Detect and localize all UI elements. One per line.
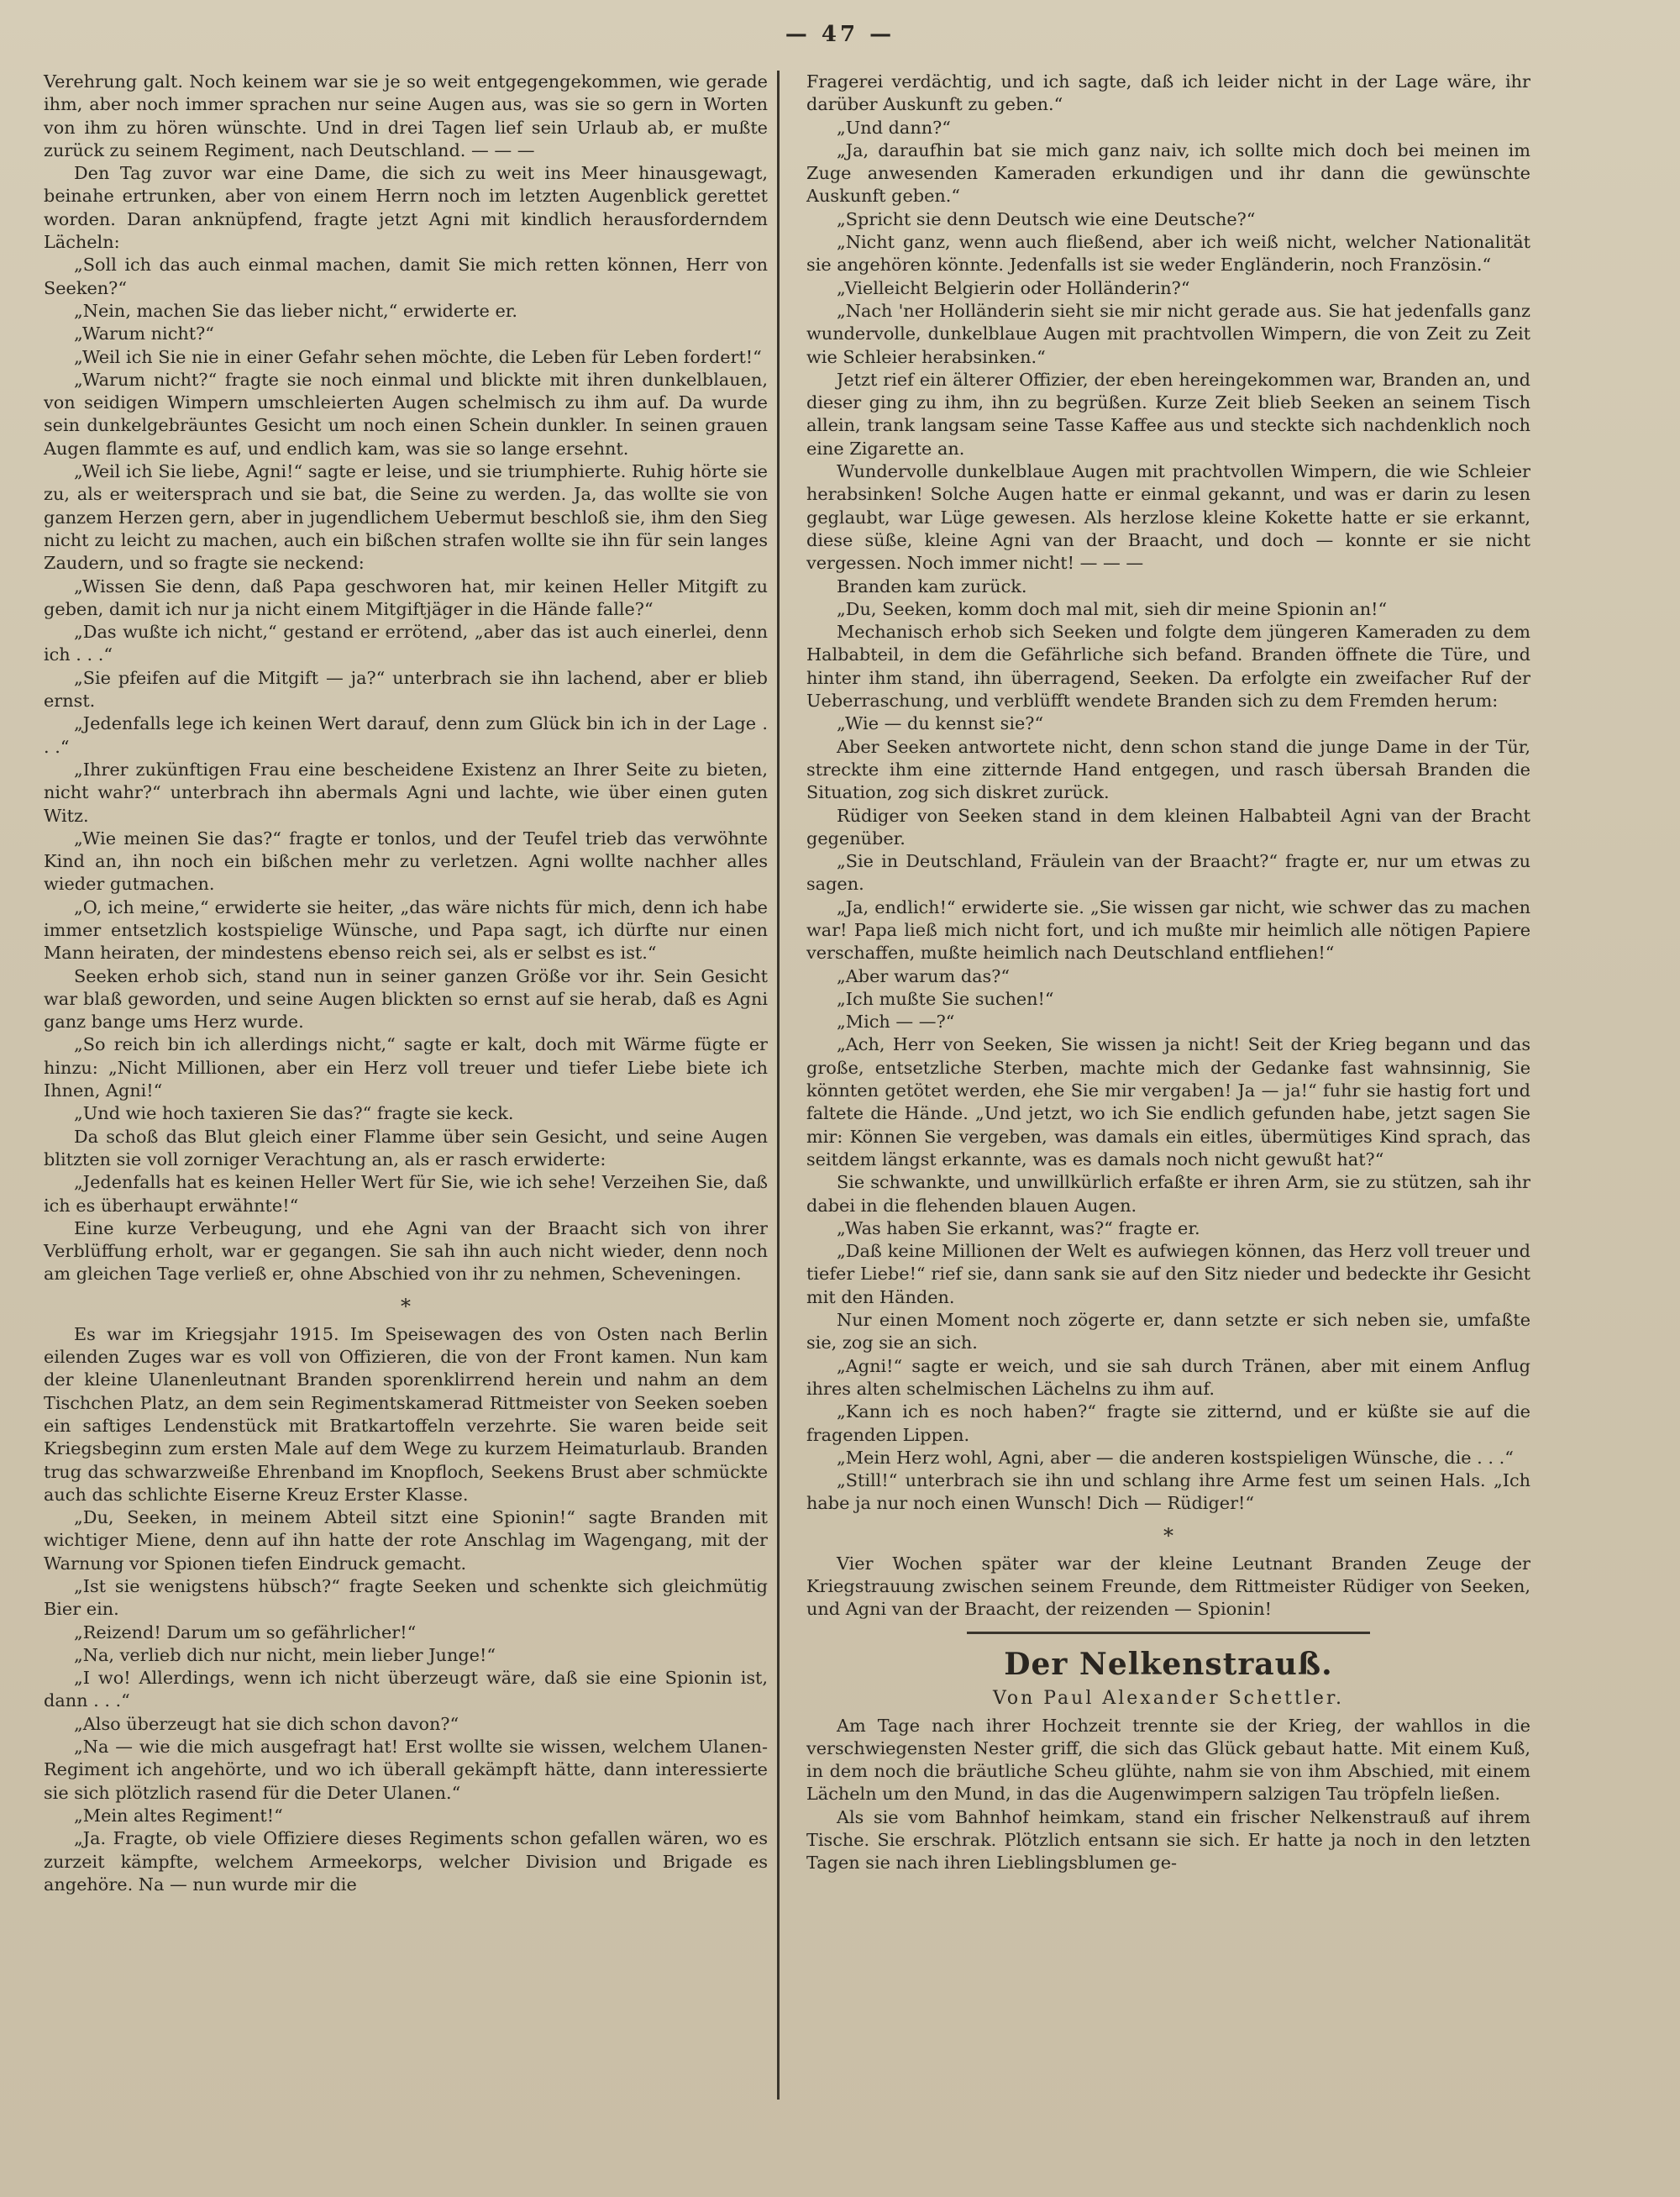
paragraph: Aber Seeken antwortete nicht, denn schon stand die junge Dame in der Tür, streckte ihm eine zitternde Hand entgegen, und rasch übersah Branden die Situation, zog sich diskret zurück. — [806, 736, 1530, 803]
paragraph: Branden kam zurück. — [837, 576, 1027, 597]
paragraph: „Aber warum das?“ — [837, 965, 1010, 986]
paragraph: Wundervolle dunkelblaue Augen mit prachtvollen Wimpern, die wie Schleier herabsinken! Solche Augen hatte er einmal gekannt, und was er darin zu lesen geglaubt, war Lüge gewesen. Als herzlose kleine Kokette hatte er sie erkannt, diese süße, kleine Agni van der Braacht, und doch — konnte er sie nicht vergessen. Noch immer nicht! — — — — [806, 461, 1530, 574]
paragraph: „Agni!“ sagte er weich, und sie sah durch Tränen, aber mit einem Anflug ihres alten schelmischen Lächelns zu ihm auf. — [806, 1355, 1530, 1399]
paragraph: „I wo! Allerdings, wenn ich nicht überzeugt wäre, daß sie eine Spionin ist, dann . . .“ — [44, 1668, 768, 1711]
paragraph: Es war im Kriegsjahr 1915. Im Speisewagen des von Osten nach Berlin eilenden Zuges war es voll von Offizieren, die von der Front kamen. Nun kam der kleine Ulanenleutnant Branden sporenklirrend herein und nahm an dem Tischchen Platz, an dem sein Regimentskamerad Rittmeister von Seeken soeben ein saftiges Lendenstück mit Bratkartoffeln verzehrte. Sie waren beide seit Kriegsbeginn zum ersten Male auf dem Wege zu kurzem Heimaturlaub. Branden trug das schwarzweiße Ehrenband im Knopfloch, Seekens Brust aber schmückte auch das schlichte Eiserne Kreuz Erster Klasse. — [44, 1323, 768, 1505]
paragraph: „Ihrer zukünftigen Frau eine bescheidene Existenz an Ihrer Seite zu bieten, nicht wahr?“ unterbrach ihn abermals Agni und lachte, wie über einen guten Witz. — [44, 759, 768, 826]
paragraph: „Und dann?“ — [837, 117, 951, 138]
paragraph: „Na — wie die mich ausgefragt hat! Erst wollte sie wissen, welchem Ulanen-Regiment ich angehörte, und wo ich überall gekämpft hätte, dann interessierte sie sich plötzlich rasend für die Deter Ulanen.“ — [44, 1737, 768, 1803]
paragraph: „Du, Seeken, in meinem Abteil sitzt eine Spionin!“ sagte Branden mit wichtiger Miene, denn auf ihn hatte der rote Anschlag im Wagengang, mit der Warnung vor Spionen tiefen Eindruck gemacht. — [44, 1507, 768, 1574]
paragraph: „Spricht sie denn Deutsch wie eine Deutsche?“ — [837, 208, 1256, 229]
section-separator: * — [401, 1294, 411, 1318]
right-column — [806, 71, 1530, 1875]
page-number: — 47 — — [785, 22, 895, 47]
paragraph: „Reizend! Darum um so gefährlicher!“ — [74, 1621, 417, 1642]
paragraph: Seeken erhob sich, stand nun in seiner ganzen Größe vor ihr. Sein Gesicht war blaß geworden, und seine Augen blickten so ernst auf sie herab, daß es Agni ganz bange ums Herz wurde. — [44, 965, 768, 1033]
paragraph: „Warum nicht?“ — [74, 323, 214, 344]
paragraph: „Wie — du kennst sie?“ — [837, 713, 1044, 734]
section-separator: * — [1163, 1523, 1173, 1548]
paragraph: „O, ich meine,“ erwiderte sie heiter, „das wäre nichts für mich, denn ich habe immer entsetzlich kostspielige Wünsche, und Papa sagt, ich dürfte nur einen Mann heiraten, der mindestens ebenso reich sei, als er selbst es ist.“ — [44, 896, 768, 964]
paragraph: „Das wußte ich nicht,“ gestand er errötend, „aber das ist auch einerlei, denn ich . . .“ — [44, 622, 768, 665]
paragraph: „Und wie hoch taxieren Sie das?“ fragte sie keck. — [74, 1103, 514, 1124]
paragraph: „Ja, endlich!“ erwiderte sie. „Sie wissen gar nicht, wie schwer das zu machen war! Papa ließ mich nicht fort, und ich mußte mir heimlich alle nötigen Papiere verschaffen, mußte heimlich nach Deutschland entfliehen!“ — [806, 896, 1530, 964]
paragraph: „Du, Seeken, komm doch mal mit, sieh dir meine Spionin an!“ — [837, 598, 1388, 619]
paragraph: „Ist sie wenigstens hübsch?“ fragte Seeken und schenkte sich gleichmütig Bier ein. — [44, 1576, 768, 1620]
paragraph: „Wissen Sie denn, daß Papa geschworen hat, mir keinen Heller Mitgift zu geben, damit ich nur ja nicht einem Mitgiftjäger in die Hände falle?“ — [44, 576, 768, 619]
paragraph: Da schoß das Blut gleich einer Flamme über sein Gesicht, und seine Augen blitzten sie voll zorniger Verachtung an, als er rasch erwiderte: — [44, 1126, 768, 1169]
paragraph: „So reich bin ich allerdings nicht,“ sagte er kalt, doch mit Wärme fügte er hinzu: „Nicht Millionen, aber ein Herz voll treuer und tiefer Liebe biete ich Ihnen, Agni!“ — [44, 1034, 768, 1101]
story-author: Von Paul Alexander Schettler. — [992, 1687, 1345, 1709]
paragraph: „Wie meinen Sie das?“ fragte er tonlos, und der Teufel trieb das verwöhnte Kind an, ihn noch ein bißchen mehr zu verletzen. Agni wollte nachher alles wieder gutmachen. — [44, 828, 768, 895]
paragraph: „Sie pfeifen auf die Mitgift — ja?“ unterbrach sie ihn lachend, aber er blieb ernst. — [44, 667, 768, 712]
paragraph: „Vielleicht Belgierin oder Holländerin?“ — [837, 277, 1190, 298]
column-divider — [777, 71, 780, 2100]
paragraph: „Ich mußte Sie suchen!“ — [837, 988, 1054, 1009]
paragraph: „Na, verlieb dich nur nicht, mein lieber Junge!“ — [74, 1644, 496, 1665]
paragraph: Mechanisch erhob sich Seeken und folgte dem jüngeren Kameraden zu dem Halbabteil, in dem die Gefährliche sich befand. Branden öffnete die Türe, und hinter ihm stand, ihn überragend, Seeken. Da erfolgte ein zweifacher Ruf der Ueberraschung, und verblüfft wendete Branden sich zu dem Fremden herum: — [806, 622, 1530, 712]
paragraph: „Warum nicht?“ fragte sie noch einmal und blickte mit ihren dunkelblauen, von seidigen Wimpern umschleierten Augen schelmisch zu ihm auf. Da wurde sein dunkelgebräuntes Gesicht um noch einen Schein dunkler. In seinen grauen Augen flammte es auf, und endlich kam, was sie so lange ersehnt. — [44, 369, 768, 459]
left-column — [44, 71, 768, 1896]
paragraph: „Still!“ unterbrach sie ihn und schlang ihre Arme fest um seinen Hals. „Ich habe ja nur noch einen Wunsch! Dich — Rüdiger!“ — [806, 1470, 1530, 1514]
paragraph: Am Tage nach ihrer Hochzeit trennte sie der Krieg, der wahllos in die verschwiegensten Nester griff, die sich das Glück gebaut hatte. Mit einem Kuß, in dem noch die bräutliche Scheu glühte, nahm sie von ihm Abschied, mit einem Lächeln um den Mund, in das die Augenwimpern salzigen Tau tröpfeln ließen. — [806, 1715, 1530, 1805]
paragraph: „Mein Herz wohl, Agni, aber — die anderen kostspieligen Wünsche, die . . .“ — [837, 1447, 1514, 1468]
paragraph: „Nicht ganz, wenn auch fließend, aber ich weiß nicht, welcher Nationalität sie angehören könnte. Jedenfalls ist sie weder Engländerin, noch Französin.“ — [806, 232, 1530, 276]
paragraph: „Daß keine Millionen der Welt es aufwiegen können, das Herz voll treuer und tiefer Liebe!“ rief sie, dann sank sie auf den Sitz nieder und bedeckte ihr Gesicht mit den Händen. — [806, 1241, 1530, 1307]
paragraph: „Mich — —?“ — [837, 1012, 955, 1033]
paragraph: „Nach 'ner Holländerin sieht sie mir nicht gerade aus. Sie hat jedenfalls ganz wundervolle, dunkelblaue Augen mit prachtvollen Wimpern, die von Zeit zu Zeit wie Schleier herabsinken.“ — [806, 300, 1530, 367]
paragraph: „Sie in Deutschland, Fräulein van der Braacht?“ fragte er, nur um etwas zu sagen. — [806, 851, 1530, 895]
paragraph: Nur einen Moment noch zögerte er, dann setzte er sich neben sie, umfaßte sie, zog sie an sich. — [806, 1310, 1530, 1353]
paragraph: Den Tag zuvor war eine Dame, die sich zu weit ins Meer hinausgewagt, beinahe ertrunken, aber von einem Herrn noch im letzten Augenblick gerettet worden. Daran anknüpfend, fragte jetzt Agni mit kindlich herausforderndem Lächeln: — [44, 163, 768, 253]
paragraph: „Weil ich Sie liebe, Agni!“ sagte er leise, und sie triumphierte. Ruhig hörte sie zu, als er weitersprach und sie bat, die Seine zu werden. Ja, das wollte sie von ganzem Herzen gern, aber in jugendlichem Uebermut beschloß sie, ihm den Sieg nicht zu leicht zu machen, auch ein bißchen strafen wollte sie ihn für sein langes Zaudern, und so fragte sie neckend: — [44, 461, 768, 574]
paragraph: „Ja, daraufhin bat sie mich ganz naiv, ich sollte mich doch bei meinen im Zuge anwesenden Kameraden erkundigen und ihr dann die gewünschte Auskunft geben.“ — [806, 139, 1530, 207]
paragraph: „Ja. Fragte, ob viele Offiziere dieses Regiments schon gefallen wären, wo es zurzeit kämpfte, welchem Armeekorps, welcher Division und Brigade es angehöre. Na — nun wurde mir die — [44, 1828, 768, 1895]
paragraph: Als sie vom Bahnhof heimkam, stand ein frischer Nelkenstrauß auf ihrem Tische. Sie erschrak. Plötzlich entsann sie sich. Er hatte ja noch in den letzten Tagen sie nach ihren Lieblingsblumen ge- — [806, 1806, 1530, 1874]
story-rule — [967, 1632, 1370, 1634]
paragraph: „Soll ich das auch einmal machen, damit Sie mich retten können, Herr von Seeken?“ — [44, 255, 768, 298]
paragraph: „Weil ich Sie nie in einer Gefahr sehen möchte, die Leben für Leben fordert!“ — [74, 346, 762, 367]
paragraph: Sie schwankte, und unwillkürlich erfaßte er ihren Arm, sie zu stützen, sah ihr dabei in die flehenden blauen Augen. — [806, 1172, 1530, 1216]
paragraph: „Kann ich es noch haben?“ fragte sie zitternd, und er küßte sie auf die fragenden Lippen. — [806, 1401, 1530, 1445]
paragraph: „Mein altes Regiment!“ — [74, 1805, 283, 1826]
paragraph: „Ach, Herr von Seeken, Sie wissen ja nicht! Seit der Krieg begann und das große, entsetzliche Sterben, machte mich der Gedanke fast wahnsinnig, Sie könnten getötet werden, ehe Sie mir vergaben! Ja — ja!“ fuhr sie hastig fort und faltete die Hände. „Und jetzt, wo ich Sie endlich gefunden habe, jetzt sagen Sie mir: Können Sie vergeben, was damals ein eitles, übermütiges Kind sprach, das seitdem längst erkannte, was es damals noch nicht gewußt hat?“ — [806, 1034, 1530, 1169]
paragraph: Fragerei verdächtig, und ich sagte, daß ich leider nicht in der Lage wäre, ihr darüber Auskunft zu geben.“ — [806, 71, 1530, 115]
paragraph: Vier Wochen später war der kleine Leutnant Branden Zeuge der Kriegstrauung zwischen seinem Freunde, dem Rittmeister Rüdiger von Seeken, und Agni van der Braacht, der reizenden — Spionin! — [806, 1553, 1530, 1620]
story-title: Der Nelkenstrauß. — [1004, 1646, 1333, 1682]
paragraph: Verehrung galt. Noch keinem war sie je so weit entgegengekommen, wie gerade ihm, aber noch immer sprachen nur seine Augen aus, was sie so gern in Worten von ihm zu hören wünschte. Und in drei Tagen lief sein Urlaub ab, er mußte zurück zu seinem Regiment, nach Deutschland. — — — — [44, 71, 768, 160]
paragraph: „Nein, machen Sie das lieber nicht,“ erwiderte er. — [74, 300, 518, 321]
paragraph: „Also überzeugt hat sie dich schon davon?“ — [74, 1713, 459, 1734]
paragraph: Jetzt rief ein älterer Offizier, der eben hereingekommen war, Branden an, und dieser ging zu ihm, ihn zu begrüßen. Kurze Zeit blieb Seeken an seinem Tisch allein, trank langsam seine Tasse Kaffee aus und steckte sich nachdenklich noch eine Zigarette an. — [806, 369, 1530, 459]
paragraph: „Was haben Sie erkannt, was?“ fragte er. — [837, 1217, 1200, 1238]
paragraph: „Jedenfalls lege ich keinen Wert darauf, denn zum Glück bin ich in der Lage . . .“ — [44, 713, 768, 757]
paragraph: „Jedenfalls hat es keinen Heller Wert für Sie, wie ich sehe! Verzeihen Sie, daß ich es überhaupt erwähnte!“ — [44, 1172, 768, 1216]
paragraph: Rüdiger von Seeken stand in dem kleinen Halbabteil Agni van der Bracht gegenüber. — [806, 805, 1530, 849]
paragraph: Eine kurze Verbeugung, und ehe Agni van der Braacht sich von ihrer Verblüffung erholt, war er gegangen. Sie sah ihn auch nicht wieder, denn noch am gleichen Tage verließ er, ohne Abschied von ihr zu nehmen, Scheveningen. — [44, 1217, 768, 1285]
